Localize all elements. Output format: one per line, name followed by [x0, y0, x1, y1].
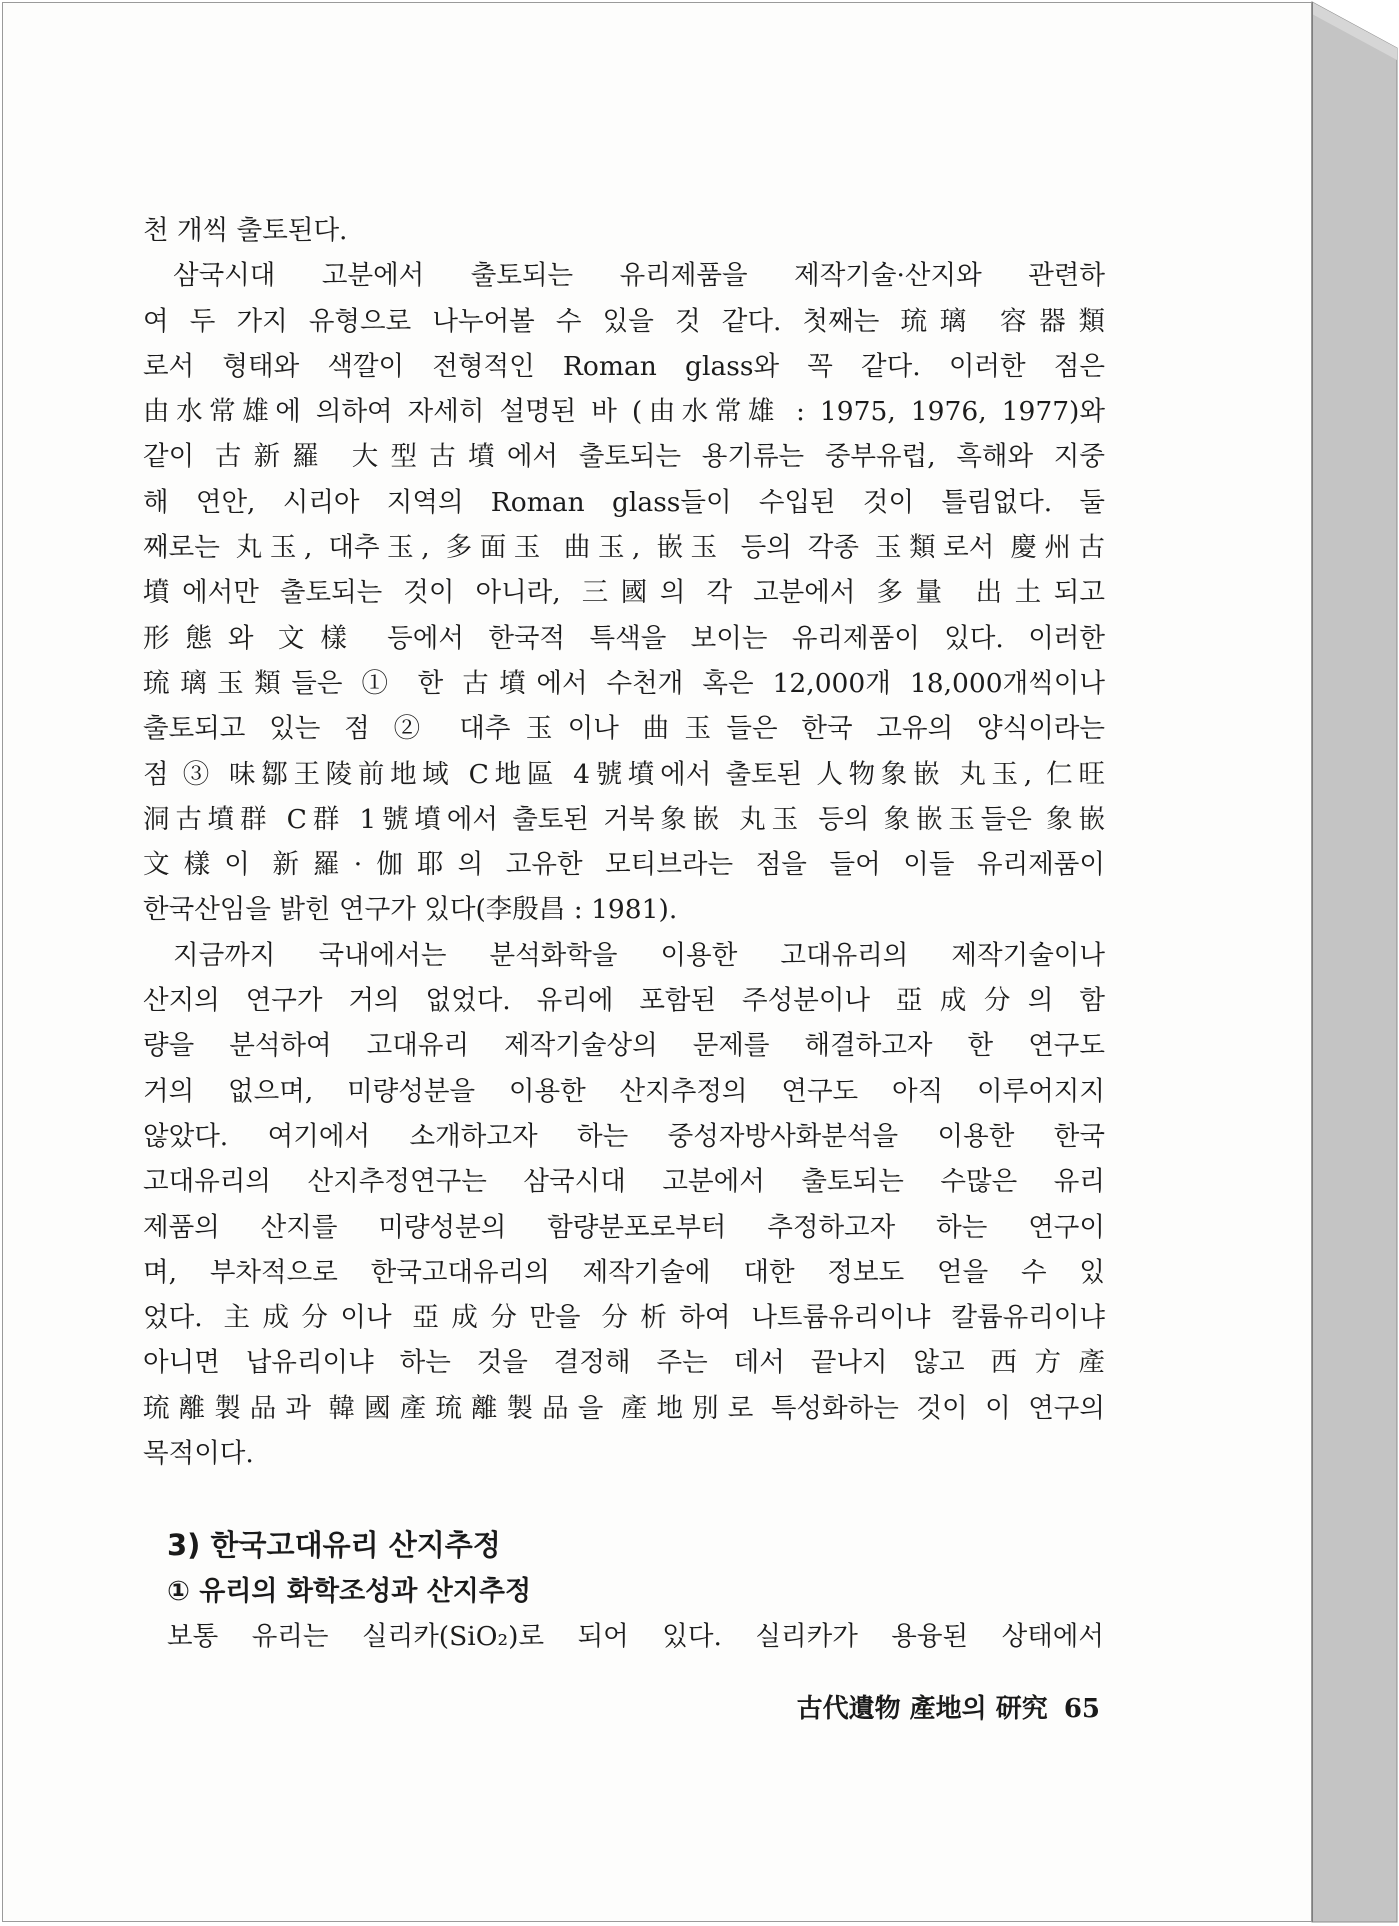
body-line: 째로는 丸玉, 대추玉, 多面玉 曲玉, 嵌玉 등의 각종 玉類로서 慶州古 — [143, 532, 1105, 564]
body-line: 목적이다. — [143, 1438, 254, 1470]
section-headings — [167, 1522, 1107, 1616]
subsection-heading: ① 유리의 화학조성과 산지추정 — [167, 1576, 532, 1607]
body-text — [143, 208, 1105, 1476]
body-line: 며, 부차적으로 한국고대유리의 제작기술에 대한 정보도 얻을 수 있 — [143, 1256, 1105, 1288]
body-line: 고대유리의 산지추정연구는 삼국시대 고분에서 출토되는 수많은 유리 — [143, 1166, 1105, 1198]
body-line: 琉璃玉類들은 ① 한 古墳에서 수천개 혹은 12,000개 18,000개씩이나 — [143, 667, 1105, 699]
page-number: 65 — [1063, 1694, 1100, 1724]
body-line: 한국산임을 밝힌 연구가 있다(李殷昌 : 1981). — [143, 894, 678, 926]
body-line: 琉離製品과 韓國產琉離製品을 產地別로 특성화하는 것이 이 연구의 — [143, 1392, 1105, 1424]
body-line: 形態와 文樣 등에서 한국적 특색을 보이는 유리제품이 있다. 이러한 — [143, 622, 1105, 654]
body-line: 천 개씩 출토된다. — [143, 215, 348, 246]
body-line: 해 연안, 시리아 지역의 Roman glass들이 수입된 것이 틀림없다. 둘 — [143, 486, 1105, 518]
body-line: 출토되고 있는 점 ② 대추玉이나 曲玉들은 한국 고유의 양식이라는 — [143, 713, 1105, 745]
body-line: 거의 없으며, 미량성분을 이용한 산지추정의 연구도 아직 이루어지지 — [143, 1075, 1105, 1107]
body-line: 량을 분석하여 고대유리 제작기술상의 문제를 해결하고자 한 연구도 — [143, 1030, 1105, 1062]
body-line: 由水常雄에 의하여 자세히 설명된 바 (由水常雄 : 1975, 1976, 1977)와 — [143, 396, 1105, 428]
section-heading: 3) 한국고대유리 산지추정 — [167, 1528, 501, 1562]
body-line: 文樣이 新羅·伽耶의 고유한 모티브라는 점을 들어 이들 유리제품이 — [143, 849, 1105, 881]
page-footer — [700, 1688, 1100, 1725]
body-line: 墳에서만 출토되는 것이 아니라, 三國의 각 고분에서 多量 出土되고 — [143, 577, 1105, 609]
body-line: 지금까지 국내에서는 분석화학을 이용한 고대유리의 제작기술이나 — [173, 939, 1105, 971]
body-line: 로서 형태와 색깔이 전형적인 Roman glass와 꼭 같다. 이러한 점은 — [143, 350, 1105, 382]
body-line: 삼국시대 고분에서 출토되는 유리제품을 제작기술·산지와 관련하 — [173, 260, 1105, 292]
body-line: 않았다. 여기에서 소개하고자 하는 중성자방사화분석을 이용한 한국 — [143, 1120, 1105, 1152]
body-line: 아니면 납유리이냐 하는 것을 결정해 주는 데서 끝나지 않고 西方產 — [143, 1347, 1105, 1379]
body-line: 었다. 主成分이나 亞成分만을 分析하여 나트륨유리이냐 칼륨유리이냐 — [143, 1302, 1105, 1334]
running-title: 古代遺物 產地의 研究 — [796, 1694, 1048, 1724]
body-line: 산지의 연구가 거의 없었다. 유리에 포함된 주성분이나 亞成分의 함 — [143, 985, 1105, 1017]
body-line: 洞古墳群 C群 1號墳에서 출토된 거북象嵌 丸玉 등의 象嵌玉들은 象嵌 — [143, 803, 1105, 835]
body-line: 여 두 가지 유형으로 나누어볼 수 있을 것 같다. 첫째는 琉璃 容器類 — [143, 305, 1105, 337]
section-first-line: 보통 유리는 실리카(SiO₂)로 되어 있다. 실리카가 용융된 상태에서 — [167, 1621, 1104, 1652]
body-line: 같이 古新羅 大型古墳에서 출토되는 용기류는 중부유럽, 흑해와 지중 — [143, 441, 1105, 473]
body-line: 제품의 산지를 미량성분의 함량분포로부터 추정하고자 하는 연구이 — [143, 1211, 1105, 1243]
body-line: 점 ③ 味鄒王陵前地域 C地區 4號墳에서 출토된 人物象嵌 丸玉, 仁旺 — [143, 758, 1105, 790]
